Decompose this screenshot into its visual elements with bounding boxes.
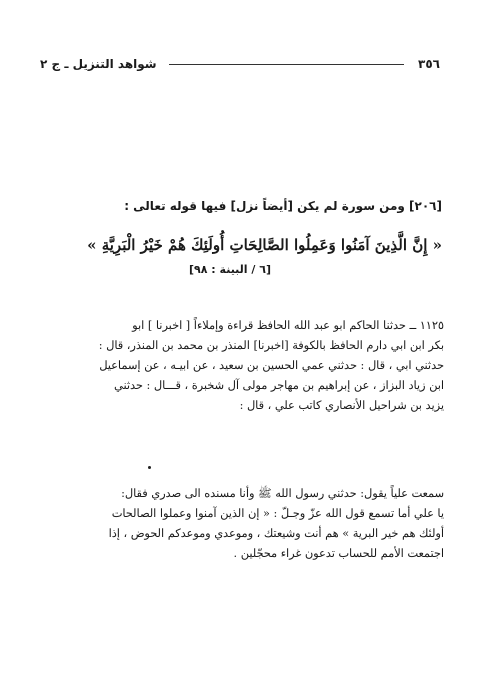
stray-dot	[148, 466, 151, 469]
matn-line: أولئك هم خير البرية » هم أنت وشيعتك ، وموعدي وموعدكم الحوض ، إذا	[108, 527, 444, 540]
hadith-chain	[40, 316, 444, 416]
matn-line: سمعت علياً يقول: حدثني رسول الله ﷺ وأنا مسنده الى صدري فقال:	[121, 487, 444, 500]
running-header	[40, 55, 440, 73]
hadith-line: يزيد بن شراحيل الأنصاري كاتب علي ، قال :	[239, 399, 444, 412]
section-heading: [٢٠٦] ومن سورة لم يكن [أيضاً نزل] فيها قوله تعالى :	[124, 199, 442, 213]
quran-verse: « إِنَّ الَّذِينَ آمَنُوا وَعَمِلُوا الصَّالِحَاتِ أُولَئِكَ هُمْ خَيْرُ الْبَرِيَّةِ »	[87, 236, 442, 254]
hadith-line: ١١٢٥ ــ حدثنا الحاكم ابو عبد الله الحافظ قراءة وإملاءاً [ اخبرنا ] ابو	[132, 319, 444, 332]
hadith-line: بكر ابن ابي دارم الحافظ بالكوفة [اخبرنا] المنذر بن محمد بن المنذر، قال :	[98, 339, 444, 352]
page-number: ٣٥٦	[418, 57, 440, 71]
hadith-line: ابن زياد البزاز ، عن إبراهيم بن مهاجر مولى آل شخبرة ، قـــال : حدثني	[114, 379, 444, 392]
matn-line: اجتمعت الأمم للحساب تدعون غراء محجّلين .	[233, 547, 444, 560]
hadith-line: حدثني ابي ، قال : حدثني عمي الحسين بن سعيد ، عن ابيـه ، عن إسماعيل	[99, 359, 444, 372]
hadith-text	[40, 484, 444, 564]
book-title: شواهد التنزيل ـ ج ٢	[40, 57, 157, 71]
header-rule	[169, 64, 404, 65]
matn-line: يا علي أما تسمع قول الله عزّ وجـلّ : « إن الذين آمنوا وعملوا الصالحات	[111, 507, 444, 520]
verse-reference: [٦ / البينة : ٩٨]	[189, 263, 271, 276]
